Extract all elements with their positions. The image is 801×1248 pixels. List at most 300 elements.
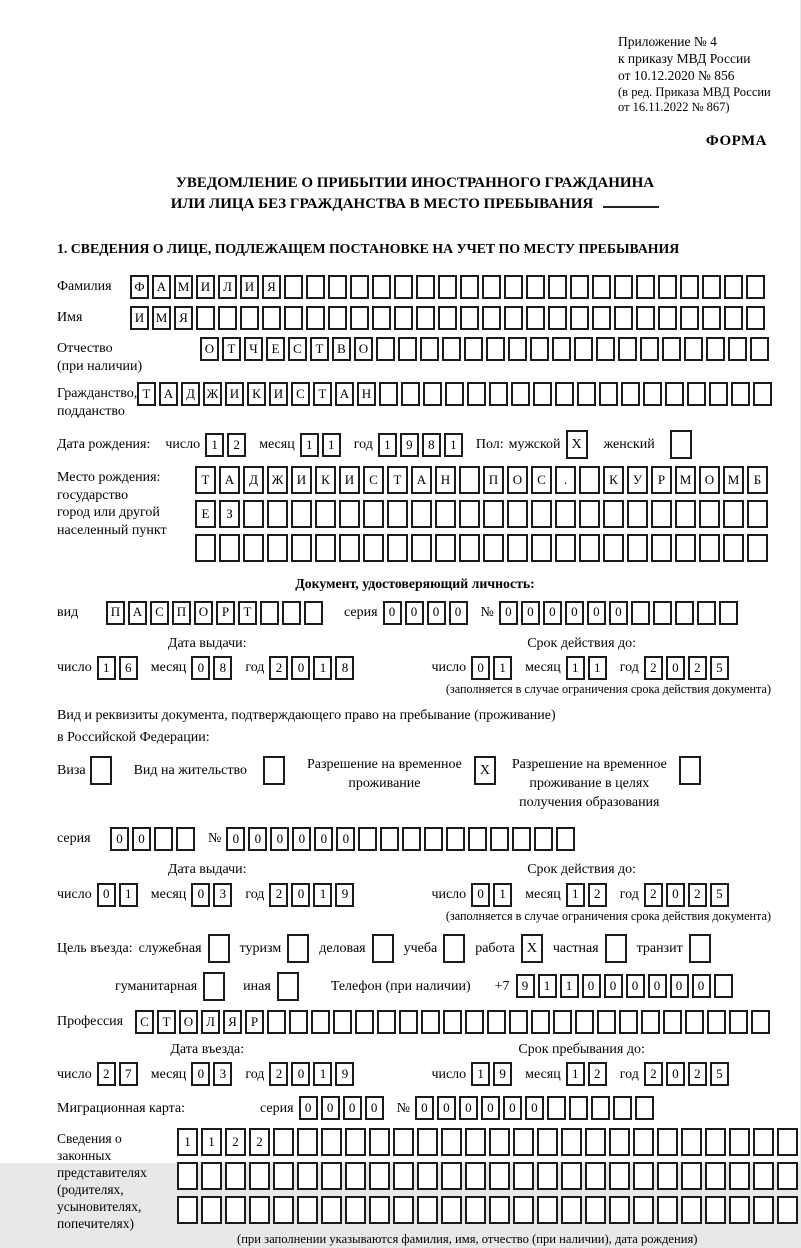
char-box[interactable]: М [152, 306, 171, 330]
char-box[interactable] [555, 382, 574, 406]
char-box[interactable]: 9 [335, 883, 354, 907]
char-box[interactable] [750, 337, 769, 361]
char-box[interactable] [465, 1162, 486, 1190]
char-box[interactable] [513, 1196, 534, 1224]
char-box[interactable] [339, 534, 360, 562]
char-box[interactable] [411, 500, 432, 528]
char-box[interactable]: К [247, 382, 266, 406]
char-box[interactable]: 2 [227, 433, 246, 457]
char-box[interactable]: 3 [213, 883, 232, 907]
char-box[interactable] [699, 534, 720, 562]
char-box[interactable]: Ф [130, 275, 149, 299]
char-box[interactable] [724, 306, 743, 330]
char-box[interactable] [753, 1196, 774, 1224]
char-box[interactable]: 0 [343, 1096, 362, 1120]
char-box[interactable] [399, 1010, 418, 1034]
char-box[interactable]: Ч [244, 337, 263, 361]
char-box[interactable] [537, 1162, 558, 1190]
char-box[interactable]: И [196, 275, 215, 299]
char-box[interactable] [706, 337, 725, 361]
char-box[interactable] [321, 1128, 342, 1156]
temp-residence-education-checkbox[interactable] [679, 756, 701, 785]
char-box[interactable]: 0 [97, 883, 116, 907]
char-box[interactable]: А [335, 382, 354, 406]
char-box[interactable]: С [291, 382, 310, 406]
char-box[interactable] [421, 1010, 440, 1034]
char-box[interactable]: 1 [471, 1062, 490, 1086]
char-box[interactable]: 0 [503, 1096, 522, 1120]
char-box[interactable]: 0 [191, 1062, 210, 1086]
char-box[interactable] [315, 534, 336, 562]
char-box[interactable] [273, 1196, 294, 1224]
char-box[interactable] [753, 1162, 774, 1190]
char-box[interactable]: 0 [481, 1096, 500, 1120]
char-box[interactable] [621, 382, 640, 406]
char-box[interactable] [489, 1196, 510, 1224]
char-box[interactable]: 1 [97, 656, 116, 680]
char-box[interactable] [746, 306, 765, 330]
char-box[interactable] [393, 1128, 414, 1156]
char-box[interactable] [561, 1196, 582, 1224]
char-box[interactable] [633, 1128, 654, 1156]
char-box[interactable]: О [179, 1010, 198, 1034]
char-box[interactable]: 1 [313, 656, 332, 680]
char-box[interactable]: 1 [119, 883, 138, 907]
char-box[interactable] [482, 275, 501, 299]
char-box[interactable]: 1 [588, 656, 607, 680]
char-box[interactable] [684, 337, 703, 361]
char-box[interactable] [561, 1128, 582, 1156]
char-box[interactable] [504, 306, 523, 330]
char-box[interactable] [311, 1010, 330, 1034]
char-box[interactable]: И [240, 275, 259, 299]
char-box[interactable]: 2 [269, 656, 288, 680]
purpose-tourism-checkbox[interactable] [287, 934, 309, 963]
char-box[interactable] [619, 1010, 638, 1034]
char-box[interactable] [579, 534, 600, 562]
char-box[interactable] [537, 1128, 558, 1156]
char-box[interactable] [681, 1196, 702, 1224]
char-box[interactable]: А [159, 382, 178, 406]
char-box[interactable] [697, 601, 716, 625]
char-box[interactable] [284, 306, 303, 330]
char-box[interactable] [289, 1010, 308, 1034]
char-box[interactable] [387, 500, 408, 528]
char-box[interactable] [570, 275, 589, 299]
char-box[interactable] [464, 337, 483, 361]
char-box[interactable] [387, 534, 408, 562]
char-box[interactable] [402, 827, 421, 851]
char-box[interactable] [636, 275, 655, 299]
char-box[interactable] [651, 534, 672, 562]
char-box[interactable] [707, 1010, 726, 1034]
char-box[interactable]: Т [157, 1010, 176, 1034]
char-box[interactable]: К [315, 466, 336, 494]
char-box[interactable]: 1 [566, 1062, 585, 1086]
char-box[interactable]: П [483, 466, 504, 494]
char-box[interactable] [240, 306, 259, 330]
char-box[interactable]: Е [195, 500, 216, 528]
char-box[interactable]: 1 [313, 883, 332, 907]
char-box[interactable]: И [269, 382, 288, 406]
char-box[interactable] [443, 1010, 462, 1034]
char-box[interactable] [613, 1096, 632, 1120]
char-box[interactable] [486, 337, 505, 361]
char-box[interactable]: 5 [710, 883, 729, 907]
char-box[interactable] [460, 306, 479, 330]
char-box[interactable] [680, 306, 699, 330]
char-box[interactable] [372, 275, 391, 299]
char-box[interactable] [777, 1196, 798, 1224]
char-box[interactable]: У [627, 466, 648, 494]
char-box[interactable] [507, 534, 528, 562]
char-box[interactable] [273, 1162, 294, 1190]
char-box[interactable] [380, 827, 399, 851]
char-box[interactable] [441, 1162, 462, 1190]
char-box[interactable] [627, 534, 648, 562]
char-box[interactable] [577, 382, 596, 406]
char-box[interactable] [267, 1010, 286, 1034]
char-box[interactable] [603, 534, 624, 562]
char-box[interactable] [394, 275, 413, 299]
char-box[interactable]: 0 [314, 827, 333, 851]
char-box[interactable] [753, 1128, 774, 1156]
char-box[interactable] [513, 1162, 534, 1190]
char-box[interactable] [417, 1128, 438, 1156]
char-box[interactable] [416, 306, 435, 330]
char-box[interactable] [424, 827, 443, 851]
char-box[interactable] [196, 306, 215, 330]
char-box[interactable] [555, 534, 576, 562]
char-box[interactable] [533, 382, 552, 406]
char-box[interactable] [489, 382, 508, 406]
char-box[interactable]: 5 [710, 1062, 729, 1086]
char-box[interactable]: 0 [525, 1096, 544, 1120]
char-box[interactable] [372, 306, 391, 330]
char-box[interactable] [687, 382, 706, 406]
char-box[interactable] [751, 1010, 770, 1034]
char-box[interactable]: Л [218, 275, 237, 299]
char-box[interactable] [596, 337, 615, 361]
char-box[interactable]: 1 [177, 1128, 198, 1156]
char-box[interactable]: Д [243, 466, 264, 494]
char-box[interactable] [665, 382, 684, 406]
char-box[interactable] [511, 382, 530, 406]
char-box[interactable]: 1 [566, 883, 585, 907]
char-box[interactable] [777, 1162, 798, 1190]
char-box[interactable] [369, 1196, 390, 1224]
char-box[interactable]: 2 [588, 1062, 607, 1086]
char-box[interactable]: Т [195, 466, 216, 494]
char-box[interactable] [531, 534, 552, 562]
char-box[interactable]: 1 [322, 433, 341, 457]
char-box[interactable] [569, 1096, 588, 1120]
char-box[interactable] [705, 1196, 726, 1224]
char-box[interactable] [552, 337, 571, 361]
char-box[interactable] [321, 1196, 342, 1224]
char-box[interactable] [243, 534, 264, 562]
char-box[interactable] [746, 275, 765, 299]
char-box[interactable] [714, 974, 733, 998]
char-box[interactable] [530, 337, 549, 361]
char-box[interactable] [709, 382, 728, 406]
char-box[interactable]: Н [435, 466, 456, 494]
char-box[interactable]: И [291, 466, 312, 494]
char-box[interactable]: 1 [560, 974, 579, 998]
char-box[interactable] [333, 1010, 352, 1034]
char-box[interactable]: 0 [415, 1096, 434, 1120]
char-box[interactable]: Т [137, 382, 156, 406]
char-box[interactable] [460, 275, 479, 299]
char-box[interactable]: 0 [471, 656, 490, 680]
char-box[interactable] [420, 337, 439, 361]
char-box[interactable]: А [128, 601, 147, 625]
char-box[interactable] [614, 275, 633, 299]
char-box[interactable]: 1 [313, 1062, 332, 1086]
char-box[interactable] [177, 1162, 198, 1190]
char-box[interactable] [297, 1128, 318, 1156]
char-box[interactable] [570, 306, 589, 330]
char-box[interactable]: З [219, 500, 240, 528]
char-box[interactable]: О [354, 337, 373, 361]
char-box[interactable]: 0 [471, 883, 490, 907]
char-box[interactable]: 9 [493, 1062, 512, 1086]
char-box[interactable] [465, 1128, 486, 1156]
char-box[interactable] [553, 1010, 572, 1034]
purpose-work-checkbox[interactable]: X [521, 934, 543, 963]
char-box[interactable] [635, 1096, 654, 1120]
char-box[interactable] [592, 306, 611, 330]
purpose-humanitarian-checkbox[interactable] [203, 972, 225, 1001]
char-box[interactable] [291, 534, 312, 562]
char-box[interactable] [657, 1128, 678, 1156]
char-box[interactable]: 1 [205, 433, 224, 457]
char-box[interactable] [548, 275, 567, 299]
char-box[interactable] [398, 337, 417, 361]
char-box[interactable]: 0 [299, 1096, 318, 1120]
char-box[interactable] [702, 306, 721, 330]
char-box[interactable] [548, 306, 567, 330]
char-box[interactable]: 0 [666, 883, 685, 907]
char-box[interactable]: 0 [321, 1096, 340, 1120]
char-box[interactable]: Т [313, 382, 332, 406]
char-box[interactable]: 0 [587, 601, 606, 625]
char-box[interactable] [328, 275, 347, 299]
char-box[interactable]: 0 [604, 974, 623, 998]
char-box[interactable]: М [723, 466, 744, 494]
char-box[interactable] [243, 500, 264, 528]
char-box[interactable] [249, 1196, 270, 1224]
char-box[interactable]: О [507, 466, 528, 494]
char-box[interactable] [345, 1162, 366, 1190]
char-box[interactable] [705, 1128, 726, 1156]
char-box[interactable]: 1 [566, 656, 585, 680]
char-box[interactable] [663, 1010, 682, 1034]
char-box[interactable]: 2 [97, 1062, 116, 1086]
char-box[interactable] [438, 306, 457, 330]
temp-residence-checkbox[interactable]: X [474, 756, 496, 785]
char-box[interactable]: 0 [291, 883, 310, 907]
char-box[interactable] [297, 1162, 318, 1190]
char-box[interactable] [633, 1196, 654, 1224]
char-box[interactable] [401, 382, 420, 406]
char-box[interactable] [435, 534, 456, 562]
char-box[interactable]: 0 [666, 1062, 685, 1086]
char-box[interactable] [376, 337, 395, 361]
char-box[interactable] [441, 1196, 462, 1224]
char-box[interactable]: Р [651, 466, 672, 494]
char-box[interactable]: 0 [270, 827, 289, 851]
char-box[interactable]: Р [216, 601, 235, 625]
char-box[interactable] [640, 337, 659, 361]
char-box[interactable] [483, 534, 504, 562]
char-box[interactable] [579, 500, 600, 528]
purpose-business-checkbox[interactable] [372, 934, 394, 963]
char-box[interactable]: И [130, 306, 149, 330]
char-box[interactable] [201, 1162, 222, 1190]
char-box[interactable] [574, 337, 593, 361]
char-box[interactable] [467, 382, 486, 406]
char-box[interactable] [585, 1162, 606, 1190]
char-box[interactable] [445, 382, 464, 406]
char-box[interactable]: 0 [191, 656, 210, 680]
char-box[interactable] [483, 500, 504, 528]
char-box[interactable]: Ж [203, 382, 222, 406]
char-box[interactable] [358, 827, 377, 851]
char-box[interactable] [489, 1162, 510, 1190]
char-box[interactable]: Б [747, 466, 768, 494]
char-box[interactable]: 2 [269, 1062, 288, 1086]
char-box[interactable]: Н [357, 382, 376, 406]
char-box[interactable] [154, 827, 173, 851]
char-box[interactable] [609, 1162, 630, 1190]
char-box[interactable]: А [411, 466, 432, 494]
char-box[interactable] [291, 500, 312, 528]
char-box[interactable]: О [200, 337, 219, 361]
char-box[interactable] [507, 500, 528, 528]
char-box[interactable]: 0 [291, 656, 310, 680]
char-box[interactable] [435, 500, 456, 528]
char-box[interactable] [284, 275, 303, 299]
char-box[interactable] [345, 1128, 366, 1156]
char-box[interactable] [446, 827, 465, 851]
char-box[interactable]: 0 [427, 601, 446, 625]
char-box[interactable]: 9 [516, 974, 535, 998]
char-box[interactable]: 0 [365, 1096, 384, 1120]
char-box[interactable] [411, 534, 432, 562]
char-box[interactable] [177, 1196, 198, 1224]
char-box[interactable] [699, 500, 720, 528]
char-box[interactable]: И [339, 466, 360, 494]
char-box[interactable]: 9 [335, 1062, 354, 1086]
char-box[interactable] [681, 1162, 702, 1190]
char-box[interactable]: 2 [644, 1062, 663, 1086]
char-box[interactable]: А [152, 275, 171, 299]
char-box[interactable]: 1 [538, 974, 557, 998]
char-box[interactable]: 0 [609, 601, 628, 625]
char-box[interactable] [681, 1128, 702, 1156]
char-box[interactable] [777, 1128, 798, 1156]
char-box[interactable] [680, 275, 699, 299]
char-box[interactable]: С [531, 466, 552, 494]
char-box[interactable] [394, 306, 413, 330]
char-box[interactable]: 2 [688, 656, 707, 680]
purpose-private-checkbox[interactable] [605, 934, 627, 963]
char-box[interactable] [465, 1010, 484, 1034]
char-box[interactable]: 8 [335, 656, 354, 680]
char-box[interactable]: Л [201, 1010, 220, 1034]
char-box[interactable]: 0 [692, 974, 711, 998]
char-box[interactable] [614, 306, 633, 330]
char-box[interactable] [459, 500, 480, 528]
char-box[interactable] [723, 500, 744, 528]
char-box[interactable] [643, 382, 662, 406]
char-box[interactable] [728, 337, 747, 361]
char-box[interactable] [416, 275, 435, 299]
char-box[interactable] [657, 1196, 678, 1224]
char-box[interactable]: 1 [300, 433, 319, 457]
char-box[interactable] [651, 500, 672, 528]
char-box[interactable] [249, 1162, 270, 1190]
char-box[interactable]: 0 [459, 1096, 478, 1120]
char-box[interactable] [465, 1196, 486, 1224]
char-box[interactable] [636, 306, 655, 330]
char-box[interactable] [526, 306, 545, 330]
char-box[interactable]: 0 [543, 601, 562, 625]
char-box[interactable] [369, 1128, 390, 1156]
char-box[interactable] [585, 1196, 606, 1224]
char-box[interactable] [487, 1010, 506, 1034]
char-box[interactable]: 2 [269, 883, 288, 907]
residence-permit-checkbox[interactable] [263, 756, 285, 785]
char-box[interactable] [747, 500, 768, 528]
char-box[interactable] [508, 337, 527, 361]
char-box[interactable] [489, 1128, 510, 1156]
char-box[interactable] [729, 1128, 750, 1156]
char-box[interactable] [592, 275, 611, 299]
char-box[interactable]: 0 [248, 827, 267, 851]
char-box[interactable] [534, 827, 553, 851]
char-box[interactable]: 0 [670, 974, 689, 998]
char-box[interactable] [729, 1010, 748, 1034]
char-box[interactable] [490, 827, 509, 851]
char-box[interactable]: П [172, 601, 191, 625]
char-box[interactable] [225, 1162, 246, 1190]
char-box[interactable]: 0 [336, 827, 355, 851]
char-box[interactable]: 1 [493, 883, 512, 907]
char-box[interactable] [482, 306, 501, 330]
char-box[interactable] [675, 601, 694, 625]
char-box[interactable]: 1 [201, 1128, 222, 1156]
char-box[interactable] [350, 306, 369, 330]
char-box[interactable] [675, 500, 696, 528]
char-box[interactable] [658, 275, 677, 299]
char-box[interactable] [441, 1128, 462, 1156]
char-box[interactable]: 0 [132, 827, 151, 851]
char-box[interactable]: 6 [119, 656, 138, 680]
char-box[interactable] [575, 1010, 594, 1034]
char-box[interactable]: 2 [688, 1062, 707, 1086]
char-box[interactable]: 0 [565, 601, 584, 625]
gender-male-checkbox[interactable]: X [566, 430, 588, 459]
char-box[interactable] [417, 1162, 438, 1190]
char-box[interactable] [442, 337, 461, 361]
char-box[interactable]: Я [262, 275, 281, 299]
char-box[interactable]: Т [310, 337, 329, 361]
char-box[interactable] [537, 1196, 558, 1224]
char-box[interactable]: А [219, 466, 240, 494]
char-box[interactable]: 8 [213, 656, 232, 680]
